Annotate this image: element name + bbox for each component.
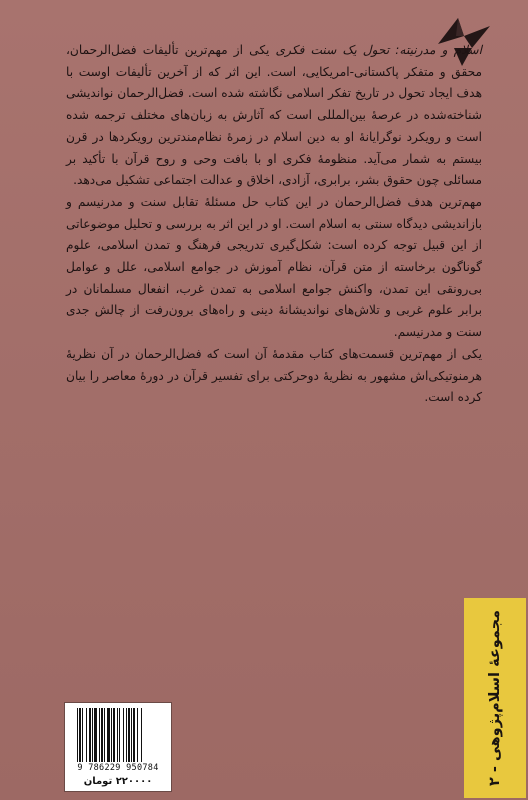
paragraph-2: مهم‌ترین هدف فضل‌الرحمان در این کتاب حل مسئلهٔ تقابل سنت و مدرنیسم و بازاندیشی دیدگاه سنتی به اسلام است. او در این اثر به بررسی و تحلیل موضوعاتی از این قبیل توجه کرده است: شکل‌گیری تدریجی فرهنگ و تمدن اسلامی، علوم گوناگون برخاسته از متن قرآن، نظام آموزش در جوامع اسلامی، علل و عوامل بی‌رونقی این تمدن، واکنش جوامع اسلامی به تمدن غرب، انفعال مسلمانان در برابر علوم غربی و تلاش‌های نواندیشانهٔ دینی و راه‌های برون‌رفت از چالش جدی سنت و مدرنیسم. — [66, 194, 482, 340]
price-label: ۲۲۰۰۰۰ تومان — [83, 776, 153, 787]
back-cover-text — [66, 40, 482, 409]
barcode-box — [64, 702, 172, 792]
paragraph-1-body: یکی از مهم‌ترین تألیفات فضل‌الرحمان، محقق و متفکر پاکستانی-امریکایی، است. این اثر که از آخرین تألیفات اوست با هدف ایجاد تحول در تاریخ تفکر اسلامی نگاشته شده است. فضل‌الرحمان نواندیشی شناخته‌شده در عرصهٔ بین‌المللی است که آثارش به زبان‌های مختلف ترجمه شده است و رویکرد نوگرایانهٔ او به دین اسلام در زمرهٔ نظام‌مندترین رویکردها در قرن بیستم به شمار می‌آید. منظومهٔ فکری او با بافت وحی و روح قرآن با تأکید بر مسائلی چون حقوق بشر، برابری، آزادی، اخلاق و عدالت اجتماعی تشکیل می‌دهد. — [66, 43, 482, 188]
series-label: مجموعهٔ اسلام‌پژوهی - ۲ — [487, 609, 503, 787]
series-band — [464, 598, 526, 798]
isbn-number: 9 786229 950784 — [77, 763, 159, 773]
paragraph-3: یکی از مهم‌ترین قسمت‌های کتاب مقدمهٔ آن است که فضل‌الرحمان در آن نظریهٔ هرمنوتیکی‌اش مشهور به نظریهٔ دوحرکتی برای تفسیر قرآن در دورهٔ معاصر را بیان کرده است. — [66, 346, 482, 405]
barcode-icon — [75, 708, 165, 764]
book-title-italic: اسلام و مدرنیته: تحول یک سنت فکری — [275, 43, 482, 57]
paragraph-1 — [66, 40, 482, 192]
